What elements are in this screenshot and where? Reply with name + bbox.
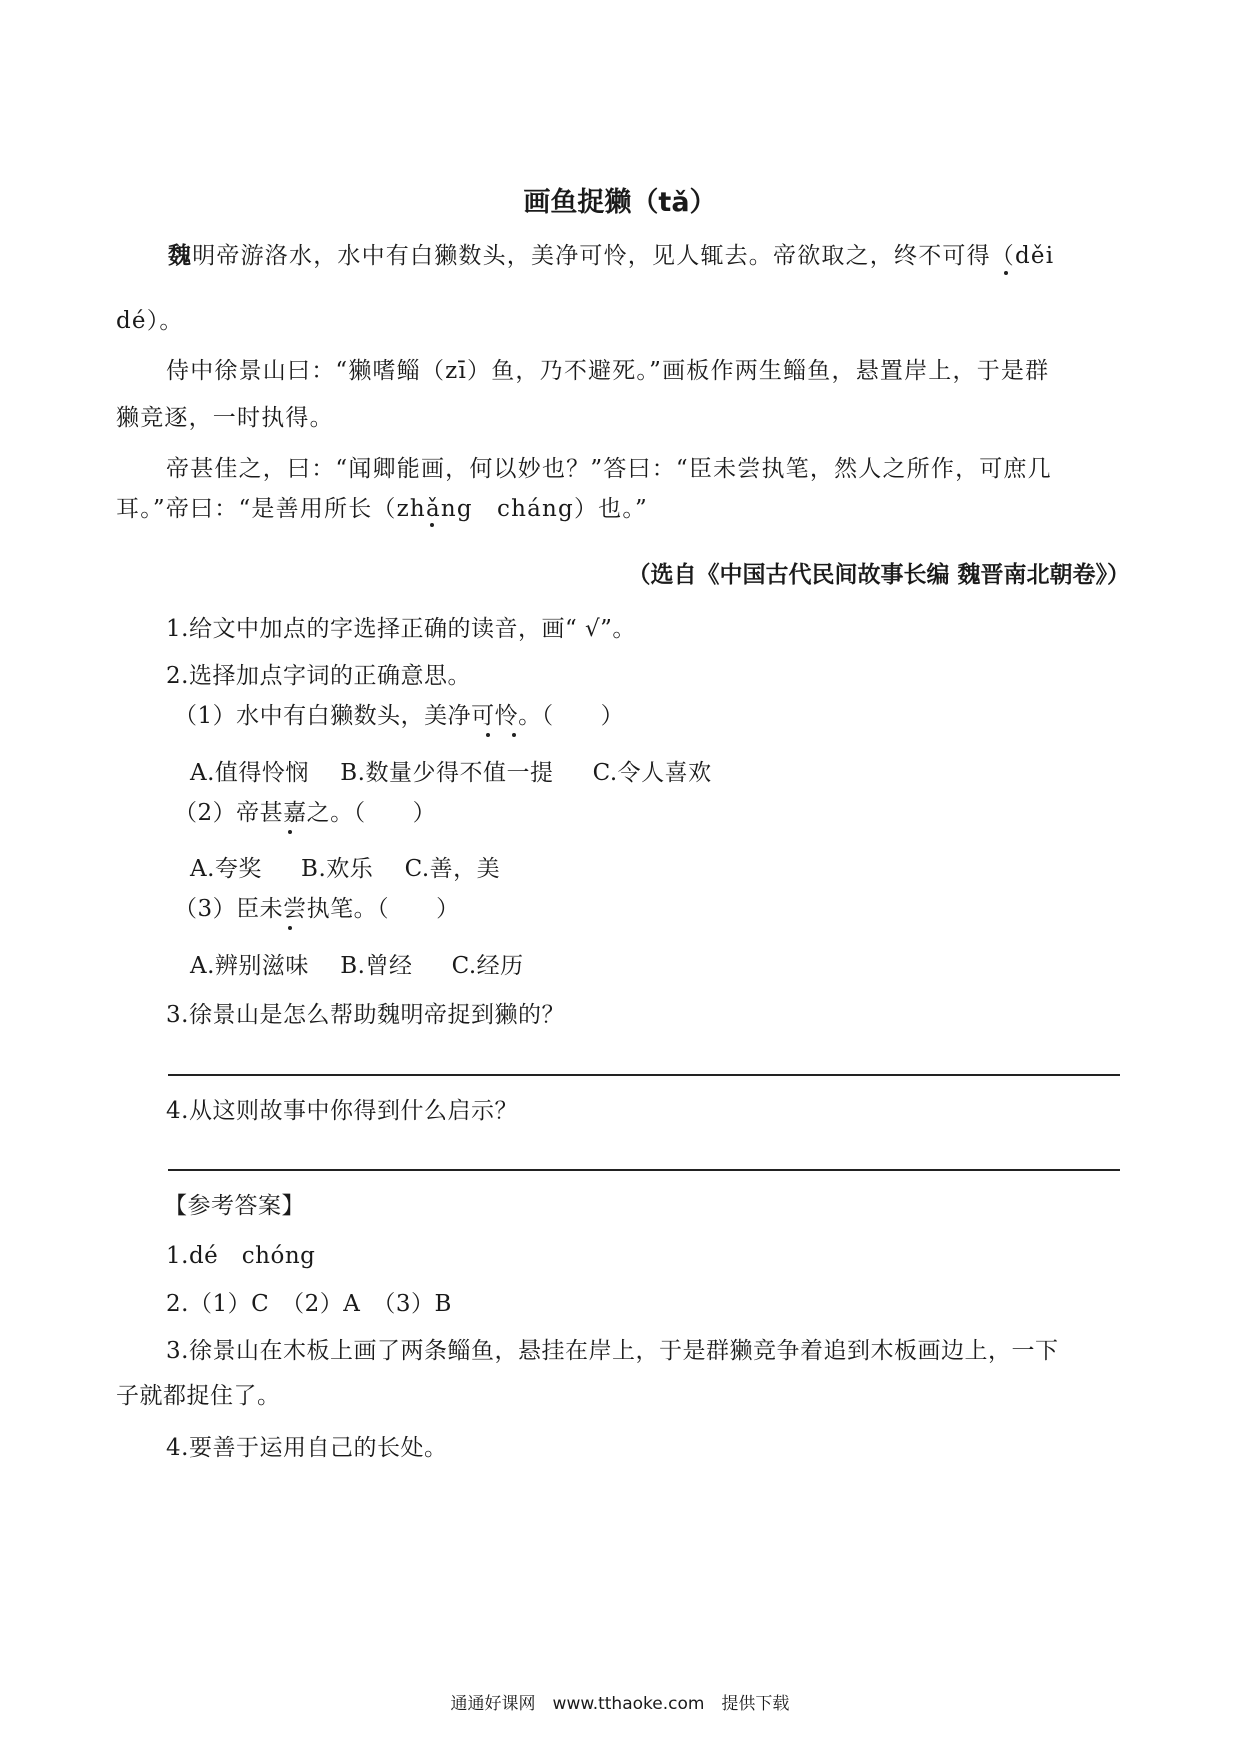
answer-3-line1: 3.徐景山在木板上画了两条鲻鱼，悬挂在岸上，于是群獭竞争着追到木板画边上，一下 bbox=[166, 1338, 1059, 1364]
question-1: 1.给文中加点的字选择正确的读音，画“ √”。 bbox=[166, 616, 636, 642]
passage-p1-line1 bbox=[168, 240, 1054, 272]
emphasis-dot bbox=[512, 733, 516, 737]
emphasis-dot bbox=[288, 926, 292, 930]
answer-line bbox=[168, 1074, 1120, 1076]
emphasis-dot bbox=[430, 523, 434, 527]
passage-p3-line2: 耳。”帝曰：“是善用所长（zhǎng cháng）也。” bbox=[116, 496, 648, 522]
answer-1: 1.dé chóng bbox=[166, 1243, 316, 1269]
question-3: 3.徐景山是怎么帮助魏明帝捉到獭的？ bbox=[166, 1002, 565, 1028]
passage-p2-line2: 獭竞逐，一时执得。 bbox=[116, 405, 334, 431]
question-2-2: （2）帝甚嘉之。（ ） bbox=[174, 800, 437, 826]
emphasis-dot bbox=[1004, 271, 1008, 275]
question-2: 2.选择加点字词的正确意思。 bbox=[166, 663, 471, 689]
answer-2: 2.（1）C （2）A （3）B bbox=[166, 1291, 452, 1317]
passage-p2-line1: 侍中徐景山曰：“獭嗜鲻（zī）鱼，乃不避死。”画板作两生鲻鱼，悬置岸上，于是群 bbox=[166, 358, 1050, 384]
question-2-3: （3）臣未尝执笔。（ ） bbox=[174, 896, 460, 922]
question-2-3-options: A.辨别滋味 B.曾经 C.经历 bbox=[190, 953, 524, 979]
answer-line bbox=[168, 1169, 1120, 1171]
question-2-1: （1）水中有白獭数头，美净可怜。（ ） bbox=[174, 703, 625, 729]
page-title: 画鱼捉獭（tǎ） bbox=[523, 187, 717, 218]
answers-heading: 【参考答案】 bbox=[164, 1193, 305, 1219]
passage-p1-text: 明帝游洛水，水中有白獭数头，美净可怜，见人辄去。帝欲取之，终不可得（děi bbox=[192, 243, 1055, 269]
passage-p1-lead: 魏 bbox=[168, 242, 193, 269]
emphasis-dot bbox=[486, 733, 490, 737]
passage-p1-line2: dé）。 bbox=[116, 308, 184, 334]
emphasis-dot bbox=[288, 830, 292, 834]
answer-4: 4.要善于运用自己的长处。 bbox=[166, 1435, 448, 1461]
answer-3-line2: 子就都捉住了。 bbox=[116, 1383, 281, 1409]
question-2-2-options: A.夸奖 B.欢乐 C.善，美 bbox=[190, 856, 501, 882]
passage-p3-line1: 帝甚佳之，曰：“闻卿能画，何以妙也？”答曰：“臣未尝执笔，然人之所作，可庶几 bbox=[166, 456, 1052, 482]
question-4: 4.从这则故事中你得到什么启示？ bbox=[166, 1098, 518, 1124]
question-2-1-options: A.值得怜悯 B.数量少得不值一提 C.令人喜欢 bbox=[190, 760, 712, 786]
page-footer: 通通好课网 www.tthaoke.com 提供下载 bbox=[450, 1694, 790, 1714]
source-citation: （选自《中国古代民间故事长编 魏晋南北朝卷》） bbox=[627, 562, 1130, 588]
